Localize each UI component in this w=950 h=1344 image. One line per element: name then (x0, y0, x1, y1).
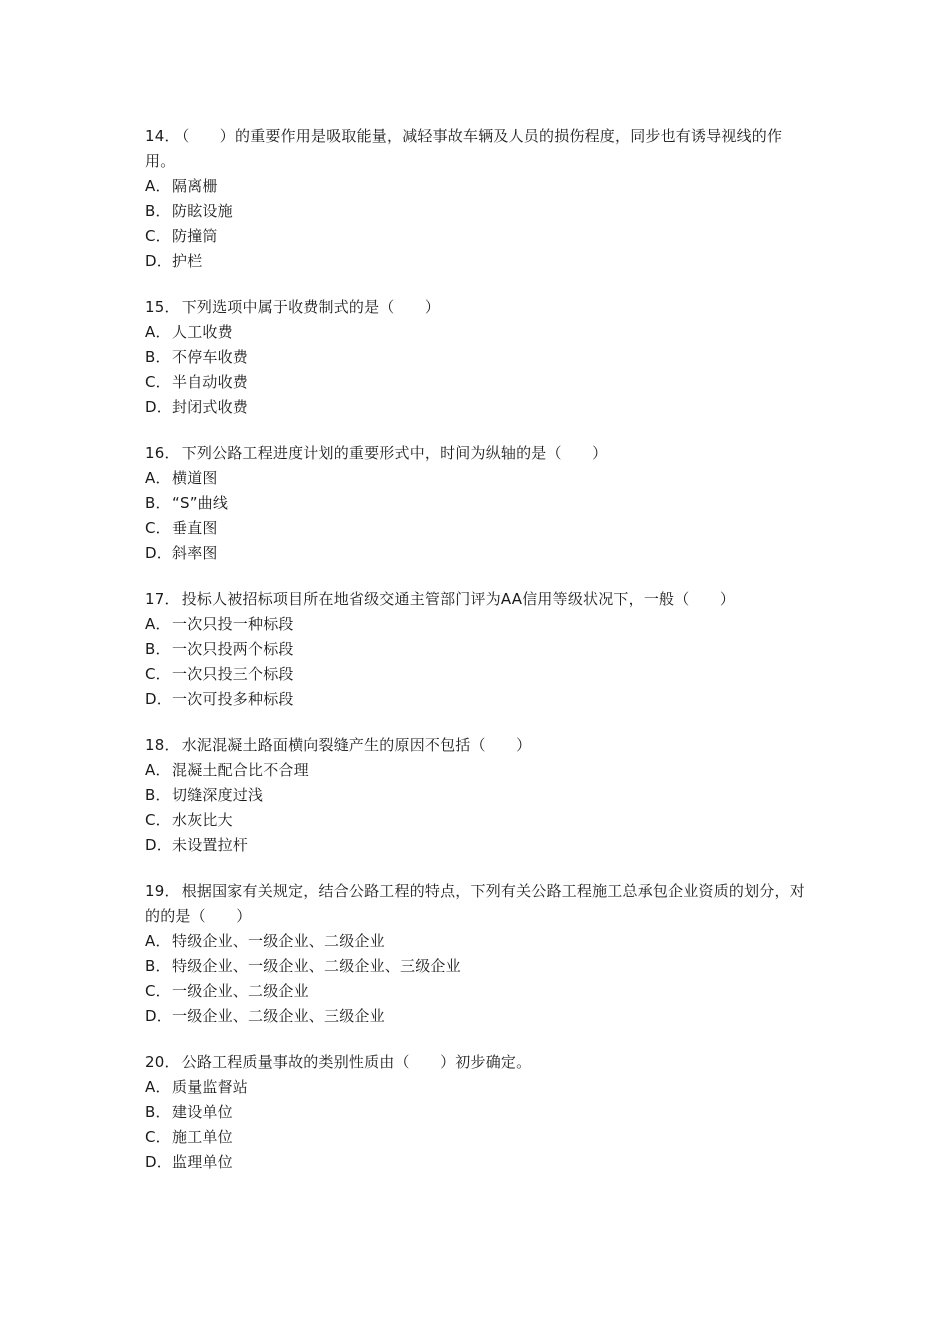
option-c (145, 370, 810, 395)
option-text: 水灰比大 (172, 811, 233, 829)
option-b (145, 783, 810, 808)
question-text: 根据国家有关规定，结合公路工程的特点，下列有关公路工程施工总承包企业资质的划分，对的的是（ ） (145, 882, 805, 925)
option-letter: A． (145, 615, 171, 633)
option-letter: B． (145, 957, 171, 975)
option-text: 半自动收费 (172, 373, 249, 391)
question-stem (145, 879, 810, 929)
option-letter: C． (145, 373, 171, 391)
option-b (145, 1100, 810, 1125)
option-letter: D． (145, 252, 172, 270)
option-text: 监理单位 (172, 1153, 233, 1171)
option-letter: C． (145, 665, 171, 683)
option-text: 封闭式收费 (172, 398, 249, 416)
option-text: 切缝深度过浅 (172, 786, 264, 804)
option-text: 一次可投多种标段 (172, 690, 294, 708)
option-letter: D． (145, 1007, 172, 1025)
question-17 (145, 587, 810, 712)
option-d (145, 249, 810, 274)
option-letter: B． (145, 348, 171, 366)
question-18 (145, 733, 810, 858)
question-number: 15． (145, 298, 180, 316)
option-c (145, 516, 810, 541)
option-letter: A． (145, 1078, 171, 1096)
option-text: 一次只投两个标段 (172, 640, 294, 658)
option-text: 防撞筒 (172, 227, 218, 245)
question-text: 水泥混凝土路面横向裂缝产生的原因不包括（ ） (181, 736, 532, 754)
question-text: （ ）的重要作用是吸取能量，减轻事故车辆及人员的损伤程度，同步也有诱导视线的作用。 (145, 127, 783, 170)
option-d (145, 687, 810, 712)
option-c (145, 662, 810, 687)
option-letter: A． (145, 177, 171, 195)
option-b (145, 345, 810, 370)
option-text: 护栏 (172, 252, 203, 270)
option-letter: D． (145, 690, 172, 708)
question-14 (145, 124, 810, 274)
question-number: 14． (145, 127, 180, 145)
option-letter: B． (145, 786, 171, 804)
option-d (145, 395, 810, 420)
question-number: 18． (145, 736, 180, 754)
option-text: 质量监督站 (172, 1078, 249, 1096)
option-text: 人工收费 (172, 323, 233, 341)
option-d (145, 1150, 810, 1175)
option-c (145, 808, 810, 833)
question-stem (145, 124, 810, 174)
option-text: 横道图 (172, 469, 218, 487)
option-letter: C． (145, 227, 171, 245)
option-letter: B． (145, 202, 171, 220)
option-text: 一次只投三个标段 (172, 665, 294, 683)
option-text: 一级企业、二级企业、三级企业 (172, 1007, 385, 1025)
option-a (145, 174, 810, 199)
option-a (145, 929, 810, 954)
question-stem (145, 1050, 810, 1075)
option-letter: A． (145, 932, 171, 950)
question-stem (145, 587, 810, 612)
question-text: 下列选项中属于收费制式的是（ ） (181, 298, 441, 316)
option-text: 特级企业、一级企业、二级企业、三级企业 (172, 957, 461, 975)
option-b (145, 491, 810, 516)
option-letter: D． (145, 836, 172, 854)
option-letter: B． (145, 494, 171, 512)
question-15 (145, 295, 810, 420)
option-letter: B． (145, 640, 171, 658)
option-text: 建设单位 (172, 1103, 233, 1121)
option-text: 防眩设施 (172, 202, 233, 220)
option-letter: D． (145, 1153, 172, 1171)
option-a (145, 758, 810, 783)
option-letter: C． (145, 982, 171, 1000)
question-stem (145, 441, 810, 466)
option-text: 斜率图 (172, 544, 218, 562)
option-letter: A． (145, 469, 171, 487)
option-letter: B． (145, 1103, 171, 1121)
option-letter: D． (145, 398, 172, 416)
option-a (145, 466, 810, 491)
option-text: “S”曲线 (172, 494, 229, 512)
option-text: 垂直图 (172, 519, 218, 537)
question-stem (145, 733, 810, 758)
option-letter: C． (145, 519, 171, 537)
question-text: 下列公路工程进度计划的重要形式中，时间为纵轴的是（ ） (181, 444, 608, 462)
option-text: 一次只投一种标段 (172, 615, 294, 633)
option-b (145, 954, 810, 979)
option-c (145, 1125, 810, 1150)
question-19 (145, 879, 810, 1029)
option-letter: C． (145, 1128, 171, 1146)
option-letter: C． (145, 811, 171, 829)
question-16 (145, 441, 810, 566)
option-text: 施工单位 (172, 1128, 233, 1146)
question-number: 17． (145, 590, 180, 608)
option-text: 隔离栅 (172, 177, 218, 195)
question-20 (145, 1050, 810, 1175)
option-letter: A． (145, 323, 171, 341)
option-letter: A． (145, 761, 171, 779)
option-text: 特级企业、一级企业、二级企业 (172, 932, 385, 950)
question-text: 公路工程质量事故的类别性质由（ ）初步确定。 (181, 1053, 532, 1071)
document-page (145, 124, 810, 1196)
option-text: 未设置拉杆 (172, 836, 249, 854)
option-b (145, 637, 810, 662)
question-stem (145, 295, 810, 320)
option-text: 一级企业、二级企业 (172, 982, 309, 1000)
option-b (145, 199, 810, 224)
option-d (145, 833, 810, 858)
option-letter: D． (145, 544, 172, 562)
option-a (145, 1075, 810, 1100)
option-text: 不停车收费 (172, 348, 249, 366)
option-text: 混凝土配合比不合理 (172, 761, 309, 779)
option-a (145, 320, 810, 345)
option-d (145, 541, 810, 566)
option-c (145, 224, 810, 249)
option-d (145, 1004, 810, 1029)
option-a (145, 612, 810, 637)
question-number: 19． (145, 882, 180, 900)
question-number: 16． (145, 444, 180, 462)
question-number: 20． (145, 1053, 180, 1071)
question-text: 投标人被招标项目所在地省级交通主管部门评为AA信用等级状况下，一般（ ） (181, 590, 736, 608)
option-c (145, 979, 810, 1004)
